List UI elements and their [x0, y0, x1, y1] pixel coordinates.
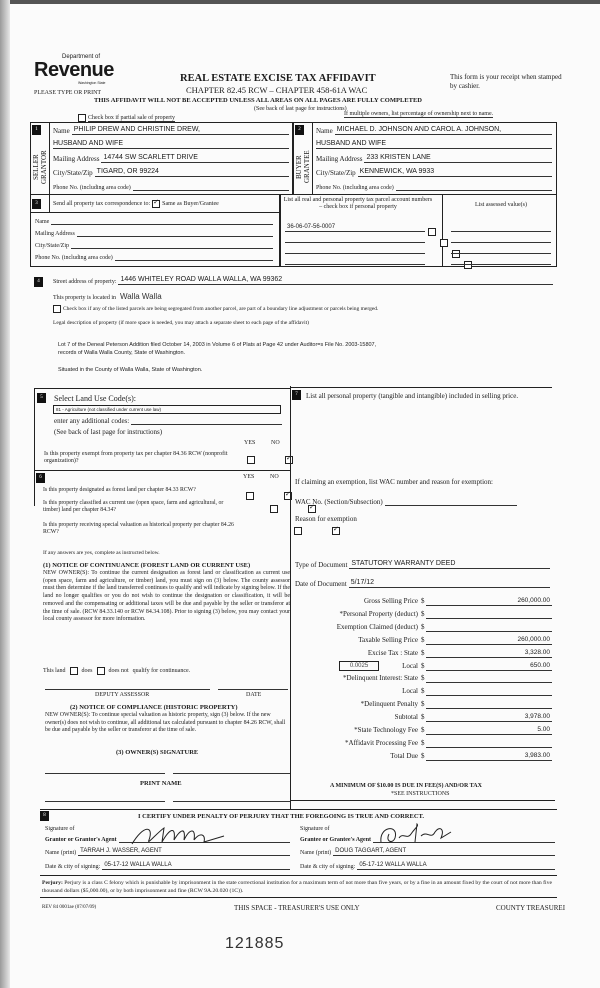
- currency-symbol: $: [421, 610, 425, 618]
- section-8-top-rule: [40, 809, 557, 810]
- tax-row-label: *Affidavit Processing Fee: [345, 739, 418, 747]
- grantee-sig-row: [300, 834, 555, 843]
- section-6-top-rule: [34, 470, 290, 471]
- seller-side-label: SELLER GRANTOR: [32, 150, 48, 184]
- located-row: [53, 292, 162, 301]
- buyer-side-label: BUYER GRANTEE: [295, 150, 311, 184]
- yes-header: YES: [244, 440, 256, 446]
- tax-amount-field[interactable]: [426, 687, 552, 696]
- street-field[interactable]: [118, 276, 553, 285]
- deputy-date-label: DATE: [246, 692, 262, 698]
- legal-line-3: Situated in the County of Walla Walla, State of Washington.: [58, 367, 203, 373]
- buyer-name2-row: [316, 140, 552, 149]
- personal-property-checkbox[interactable]: [428, 228, 436, 236]
- currency-symbol: $: [421, 739, 425, 747]
- does-label: does: [81, 668, 93, 674]
- section-7-bottom-rule: [290, 800, 555, 801]
- legal-line-2: records of Walla Walla County, State of Washington.: [58, 350, 186, 356]
- section-8-badge: 8: [40, 811, 49, 821]
- seller-phone-label: Phone No. (including area code): [53, 185, 131, 191]
- assessed-value-field[interactable]: [451, 256, 551, 265]
- land-use-label: Select Land Use Code(s):: [54, 394, 136, 403]
- correspondence-label: Send all property tax correspondence to:: [53, 201, 151, 207]
- segregated-row: [53, 305, 378, 313]
- personal-property-label: List all personal property (tangible and intangible) included in selling price.: [306, 392, 519, 400]
- logo-revenue-text: Revenue: [34, 59, 114, 81]
- tax-row-label: Taxable Selling Price: [358, 636, 418, 644]
- continuance-row: [43, 667, 190, 675]
- assessed-value-field[interactable]: [451, 234, 551, 243]
- seller-divider: [49, 123, 50, 195]
- scan-edge-top: [0, 0, 600, 4]
- minimum-due-note: A MINIMUM OF $10.00 IS DUE IN FEE(S) AND/OR TAX: [330, 783, 482, 789]
- buyer-address-field[interactable]: [364, 154, 552, 163]
- parcels-header: List all real and personal property tax parcel account numbers – check box if personal property: [283, 197, 433, 210]
- seller-name2-field[interactable]: [53, 140, 289, 149]
- reason-label: Reason for exemption: [295, 515, 357, 523]
- tax-amount-value: 260,000.00: [517, 636, 550, 643]
- exempt-question: Is this property exempt from property tax per chapter 84.36 RCW (nonprofit organization)?: [44, 451, 228, 464]
- perjury-top-rule: [40, 875, 557, 876]
- tax-row-label: *Delinquent Penalty: [360, 700, 418, 708]
- seller-section: [30, 122, 293, 195]
- buyer-name2-value: HUSBAND AND WIFE: [316, 140, 387, 147]
- partial-sale-checkbox[interactable]: [78, 114, 86, 122]
- parcels-divider: [442, 195, 443, 266]
- corr-city-field[interactable]: [71, 240, 273, 249]
- form-warning: THIS AFFIDAVIT WILL NOT BE ACCEPTED UNLESS ALL AREAS ON ALL PAGES ARE FULLY COMPLETED: [94, 97, 422, 104]
- tax-row-label: Gross Selling Price: [363, 597, 418, 605]
- buyer-address-label: Mailing Address: [316, 155, 363, 163]
- logo-department-text: Department of: [62, 54, 101, 60]
- tax-amount-value: 260,000.00: [517, 597, 550, 604]
- parcel-field[interactable]: [285, 256, 425, 265]
- additional-codes-field[interactable]: [131, 416, 282, 425]
- tax-amount-value: 3,328.00: [524, 649, 550, 656]
- grantor-name-field[interactable]: [78, 847, 290, 856]
- perjury-body: Perjury is a class C felony which is punishable by imprisonment in the state correctional institution for a maximum term of not more than five years, or by a fine in an amount fixed by the court of not more than five thousand dollars ($5,000.00), or by both imprisonment and fine (RCW 9A.20.020 (1C)).: [42, 880, 553, 894]
- doc-type-row: [295, 560, 550, 569]
- form-revision: REV 84 0001ae (07/07/09): [42, 905, 97, 910]
- tax-amount-field[interactable]: [426, 713, 552, 722]
- doc-type-value: STATUTORY WARRANTY DEED: [351, 560, 456, 567]
- currency-symbol: $: [421, 623, 425, 631]
- seller-address-label: Mailing Address: [53, 155, 100, 163]
- scan-edge-left: [0, 0, 10, 988]
- currency-symbol: $: [421, 726, 425, 734]
- perjury-label: Perjury:: [42, 880, 63, 886]
- corr-hline: [31, 212, 280, 213]
- doc-date-value: 5/17/12: [350, 579, 375, 586]
- tax-row-label: Local: [402, 662, 418, 670]
- exempt-yes-checkbox[interactable]: [247, 456, 255, 464]
- buyer-city-field[interactable]: [358, 168, 552, 177]
- tax-amount-field[interactable]: [426, 623, 552, 632]
- grantor-signature-field[interactable]: [119, 834, 290, 843]
- notice-continuance-title: (1) NOTICE OF CONTINUANCE (FOREST LAND OR CURRENT USE): [43, 562, 251, 569]
- doc-date-label: Date of Document: [295, 580, 347, 588]
- buyer-phone-label: Phone No. (including area code): [316, 185, 394, 191]
- deputy-sig-line[interactable]: [45, 689, 210, 690]
- grantee-name-label: Name (print): [300, 850, 332, 856]
- seller-city-label: City/State/Zip: [53, 169, 93, 177]
- legal-label: Legal description of property (if more space is needed, you may attach a separate sheet to each page of the affidavit): [53, 320, 309, 326]
- tax-amount-value: 3,978.00: [524, 713, 550, 720]
- wac-row: [295, 497, 517, 506]
- designation-yes-checkbox[interactable]: [270, 505, 278, 513]
- currency-symbol: $: [421, 700, 425, 708]
- corr-city-row: [35, 240, 273, 249]
- tax-amount-field[interactable]: [426, 700, 552, 709]
- print-name-line-2[interactable]: [173, 801, 291, 802]
- grantor-date-value: 05-17-12 WALLA WALLA: [104, 862, 172, 868]
- assessed-value-field[interactable]: [451, 245, 551, 254]
- designation-no-checkbox[interactable]: [332, 527, 340, 535]
- seller-address-row: [53, 154, 289, 163]
- grantor-name-value: TARRAH J. WASSER, AGENT: [80, 848, 162, 854]
- located-label: This property is located in: [53, 295, 116, 301]
- form-chapter: CHAPTER 82.45 RCW – CHAPTER 458-61A WAC: [186, 85, 368, 95]
- exemption-label: If claiming an exemption, list WAC number and reason for exemption:: [295, 478, 493, 486]
- grantee-sig-label-1: Signature of: [300, 826, 330, 832]
- notice-compliance-title: (2) NOTICE OF COMPLIANCE (HISTORIC PROPERTY): [70, 704, 238, 711]
- grantor-signature-scribble: [124, 822, 234, 848]
- certify-statement: I CERTIFY UNDER PENALTY OF PERJURY THAT THE FOREGOING IS TRUE AND CORRECT.: [138, 813, 425, 820]
- if-yes-note: If any answers are yes, complete as instructed below.: [43, 550, 160, 556]
- same-as-buyer-label: Same as Buyer/Grantee: [162, 201, 219, 207]
- grantor-date-field[interactable]: [102, 861, 290, 870]
- tax-amount-field[interactable]: [426, 739, 552, 748]
- land-use-section: [34, 388, 290, 470]
- section-6-badge: 6: [36, 473, 45, 483]
- currency-symbol: $: [421, 713, 425, 721]
- buyer-phone-field[interactable]: [396, 182, 552, 191]
- wac-field[interactable]: [385, 497, 517, 506]
- this-land-label: This land: [43, 668, 66, 674]
- seller-phone-field[interactable]: [133, 182, 289, 191]
- see-back-text: (See back of last page for instructions): [254, 106, 347, 112]
- does-not-checkbox[interactable]: [97, 667, 105, 675]
- logo-state-text: Washington State: [78, 81, 106, 85]
- grantee-name-row: [300, 847, 555, 856]
- section-5-badge: 5: [37, 393, 46, 403]
- buyer-address-value: 233 KRISTEN LANE: [366, 154, 431, 161]
- seller-name2-row: [53, 140, 289, 149]
- tax-amount-value: 5.00: [537, 726, 550, 733]
- form-title: REAL ESTATE EXCISE TAX AFFIDAVIT: [180, 73, 376, 84]
- tax-amount-field[interactable]: [426, 636, 552, 645]
- owner-sig-line-2[interactable]: [173, 773, 291, 774]
- grantee-name-field[interactable]: [333, 847, 555, 856]
- tax-row-label: *State Technology Fee: [354, 726, 418, 734]
- seller-name2-value: HUSBAND AND WIFE: [53, 140, 124, 147]
- grantee-sig-label-2: Grantee or Grantee's Agent: [300, 837, 372, 843]
- grantee-signature-scribble: [375, 822, 455, 846]
- designation-yes-checkbox[interactable]: [246, 492, 254, 500]
- buyer-name2-field[interactable]: [316, 140, 552, 149]
- section-2-badge: 2: [295, 125, 304, 135]
- qualify-label: qualify for continuance.: [132, 668, 191, 674]
- grantee-name-value: DOUG TAGGART, AGENT: [335, 848, 407, 854]
- tax-amount-field[interactable]: [426, 726, 552, 735]
- grantee-date-value: 05-17-12 WALLA WALLA: [359, 862, 427, 868]
- buyer-name-row: [316, 126, 552, 135]
- tax-row-label: *Delinquent Interest: State: [342, 674, 418, 682]
- assessed-header: List assessed value(s): [475, 202, 527, 208]
- print-name-title: PRINT NAME: [140, 780, 182, 787]
- right-column-rule: [290, 386, 291, 809]
- tax-amount-field[interactable]: [426, 662, 552, 671]
- seller-name-row: [53, 126, 289, 135]
- buyer-name-field[interactable]: [335, 126, 552, 135]
- buyer-city-label: City/State/Zip: [316, 169, 356, 177]
- street-label: Street address of property:: [53, 279, 117, 285]
- seller-city-value: TIGARD, OR 99224: [96, 168, 159, 175]
- designation-no-checkbox[interactable]: [308, 505, 316, 513]
- tax-amount-field[interactable]: [426, 674, 552, 683]
- currency-symbol: $: [421, 649, 425, 657]
- tax-amount-field[interactable]: [426, 610, 552, 619]
- doc-type-label: Type of Document: [295, 561, 348, 569]
- owner-sig-line-1[interactable]: [45, 773, 165, 774]
- corr-phone-field[interactable]: [115, 252, 273, 261]
- currency-symbol: $: [421, 636, 425, 644]
- seller-name-label: Name: [53, 127, 70, 135]
- treasurer-use-label: THIS SPACE - TREASURER'S USE ONLY: [234, 904, 360, 912]
- exempt-no-checkbox[interactable]: [285, 456, 293, 464]
- tax-row-label: Exemption Claimed (deduct): [336, 623, 418, 631]
- designation-yes-checkbox[interactable]: [294, 527, 302, 535]
- partial-sale-label: Check box if partial sale of property: [88, 114, 175, 121]
- multiple-owners-note: If multiple owners, list percentage of ownership next to name.: [344, 111, 494, 117]
- buyer-name-label: Name: [316, 127, 333, 135]
- segregated-label: Check box if any of the listed parcels are being segregated from another parcel, are part of a boundary line adjustment or parcels being merged.: [63, 306, 379, 312]
- designation-yes-header: YES: [243, 474, 255, 480]
- personal-property-checkbox[interactable]: [440, 239, 448, 247]
- section-7-badge: 7: [292, 390, 301, 400]
- tax-row-label: Subtotal: [394, 713, 418, 721]
- land-use-code-select[interactable]: 81 - Agriculture (not classified under current use law): [53, 405, 281, 414]
- seller-city-row: [53, 168, 289, 177]
- correspondence-section: [30, 195, 280, 267]
- designation-question: Is this property receiving special valuation as historical property per chapter 84.26 RCW?: [43, 522, 234, 535]
- wac-label: WAC No. (Section/Subsection): [295, 498, 383, 506]
- no-header: NO: [271, 440, 280, 446]
- currency-symbol: $: [421, 752, 425, 760]
- deputy-date-line[interactable]: [218, 689, 288, 690]
- street-row: [53, 276, 553, 285]
- grantor-date-row: [45, 861, 290, 870]
- parcel-field[interactable]: [285, 223, 425, 232]
- grantee-date-row: [300, 861, 555, 870]
- corr-phone-label: Phone No. (including area code): [35, 255, 113, 261]
- designation-no-header: NO: [270, 474, 279, 480]
- corr-name-row: [35, 216, 273, 225]
- buyer-city-value: KENNEWICK, WA 9933: [359, 168, 435, 175]
- print-name-line-1[interactable]: [45, 801, 165, 802]
- grantee-date-label: Date & city of signing:: [300, 864, 356, 870]
- segregated-checkbox[interactable]: [53, 305, 61, 313]
- tax-row-label: Local: [402, 687, 418, 695]
- see-instructions-note: *SEE INSTRUCTIONS: [391, 791, 450, 797]
- buyer-name-value: MICHAEL D. JOHNSON AND CAROL A. JOHNSON,: [336, 126, 502, 133]
- seller-address-field[interactable]: [101, 154, 289, 163]
- tax-row-label: Excise Tax : State: [367, 649, 418, 657]
- seller-name-field[interactable]: [72, 126, 289, 135]
- section-4-badge: 4: [34, 277, 43, 287]
- buyer-divider: [312, 123, 313, 195]
- seller-city-field[interactable]: [95, 168, 289, 177]
- deputy-assessor-label: DEPUTY ASSESSOR: [95, 692, 150, 698]
- local-rate-field[interactable]: 0.0025: [339, 661, 379, 671]
- grantee-date-field[interactable]: [357, 861, 555, 870]
- designation-question: Is this property classified as current use (open space, farm and agricultural, or timber) land per chapter 84.34?: [43, 500, 224, 513]
- dor-logo: [34, 54, 114, 86]
- notice-continuance-text: NEW OWNER(S): To continue the current designation as forest land or classification as current use (open space, farm and agriculture, or timber) land, you must sign on (3) below. The county assessor must then determine if the land transferred continues to qualify and will indicate by signing below. If the land no longer qualifies or you do not wish to continue the designation or classification, it will be removed and the compensating or additional taxes will be due and payable by the seller or transferor at the time of sale. (RCW 84.33.140 or RCW 84.34.108). Prior to signing (3) below, you may contact your local county assessor for more information.: [43, 570, 290, 623]
- does-not-label: does not: [108, 668, 129, 674]
- additional-codes-label: enter any additional codes:: [54, 417, 130, 425]
- grantor-date-label: Date & city of signing:: [45, 864, 101, 870]
- tax-amount-field[interactable]: [426, 597, 552, 606]
- corr-address-field[interactable]: [77, 228, 273, 237]
- tax-amount-value: 650.00: [530, 662, 550, 669]
- grantor-name-row: [45, 847, 290, 856]
- buyer-city-row: [316, 168, 552, 177]
- parcel-field[interactable]: [285, 234, 425, 243]
- doc-type-field[interactable]: [349, 560, 550, 569]
- doc-date-field[interactable]: [349, 579, 550, 588]
- tax-amount-field[interactable]: [426, 649, 552, 658]
- section-1-badge: 1: [32, 125, 41, 135]
- designation-question: Is this property designated as forest land per chapter 84.33 RCW?: [43, 487, 196, 493]
- tax-amount-field[interactable]: [426, 752, 552, 761]
- land-use-instructions: (See back of last page for instructions): [54, 428, 163, 436]
- grantor-sig-row: [45, 834, 290, 843]
- receipt-note: This form is your receipt when stamped by cashier.: [450, 73, 562, 90]
- tax-row-label: Total Due: [390, 752, 418, 760]
- same-as-buyer-checkbox[interactable]: [152, 200, 160, 208]
- parcel-field[interactable]: [285, 245, 425, 254]
- tax-amount-value: 3,983.00: [524, 752, 550, 759]
- county-treasurer-label: COUNTY TREASUREI: [496, 904, 566, 912]
- grantor-name-label: Name (print): [45, 850, 77, 856]
- currency-symbol: $: [421, 662, 425, 670]
- does-checkbox[interactable]: [70, 667, 78, 675]
- seller-name-value: PHILIP DREW AND CHRISTINE DREW,: [73, 126, 200, 133]
- section-7-top-rule: [290, 387, 552, 388]
- corr-name-field[interactable]: [51, 216, 273, 225]
- please-type-text: PLEASE TYPE OR PRINT: [34, 90, 102, 96]
- perjury-text: [42, 879, 557, 895]
- currency-symbol: $: [421, 674, 425, 682]
- additional-codes-row: [54, 416, 282, 425]
- currency-symbol: $: [421, 597, 425, 605]
- corr-divider: [49, 195, 50, 212]
- corr-name-label: Name: [35, 219, 50, 225]
- correspondence-row: [53, 200, 219, 208]
- legal-line-1: Lot 7 of the Deneal Peterson Addition filed October 14, 2003 in Volume 6 of Plats at Page 42 under Auditor=s File No. 2003-15807,: [58, 342, 377, 348]
- tax-row-label: *Personal Property (deduct): [339, 610, 418, 618]
- seller-address-value: 14744 SW SCARLETT DRIVE: [103, 154, 198, 161]
- assessed-value-field[interactable]: [451, 223, 551, 232]
- grantee-signature-field[interactable]: [373, 834, 555, 843]
- notice-compliance-text: NEW OWNER(S): To continue special valuation as historic property, sign (3) below. If the new owner(s) does not wish to continue, all additional tax calculated pursuant to chapter 84.26 RCW, shall be due and payable by the seller or transferor at the time of sale.: [45, 712, 286, 733]
- corr-address-row: [35, 228, 273, 237]
- doc-date-row: [295, 579, 550, 588]
- street-value: 1446 WHITELEY ROAD WALLA WALLA, WA 99362: [120, 276, 283, 283]
- seller-phone-row: [53, 182, 289, 191]
- corr-address-label: Mailing Address: [35, 231, 75, 237]
- parcels-section: [280, 195, 557, 267]
- currency-symbol: $: [421, 687, 425, 695]
- buyer-address-row: [316, 154, 552, 163]
- corr-phone-row: [35, 252, 273, 261]
- grantor-sig-label-2: Grantor or Grantor's Agent: [45, 837, 117, 843]
- located-value: Walla Walla: [120, 292, 162, 301]
- partial-sale-row: [78, 114, 175, 122]
- buyer-phone-row: [316, 182, 552, 191]
- grantor-sig-label-1: Signature of: [45, 826, 75, 832]
- owner-signature-title: (3) OWNER(S) SIGNATURE: [116, 749, 199, 756]
- corr-city-label: City/State/Zip: [35, 243, 69, 249]
- section-3-badge: 3: [32, 199, 41, 209]
- parcel-number: 36-06-07-56-0007: [287, 224, 336, 230]
- perjury-bottom-rule: [40, 897, 557, 898]
- section-6-left-rule: [34, 470, 35, 506]
- handwritten-receipt-number: 121885: [225, 935, 285, 952]
- buyer-section: [293, 122, 557, 195]
